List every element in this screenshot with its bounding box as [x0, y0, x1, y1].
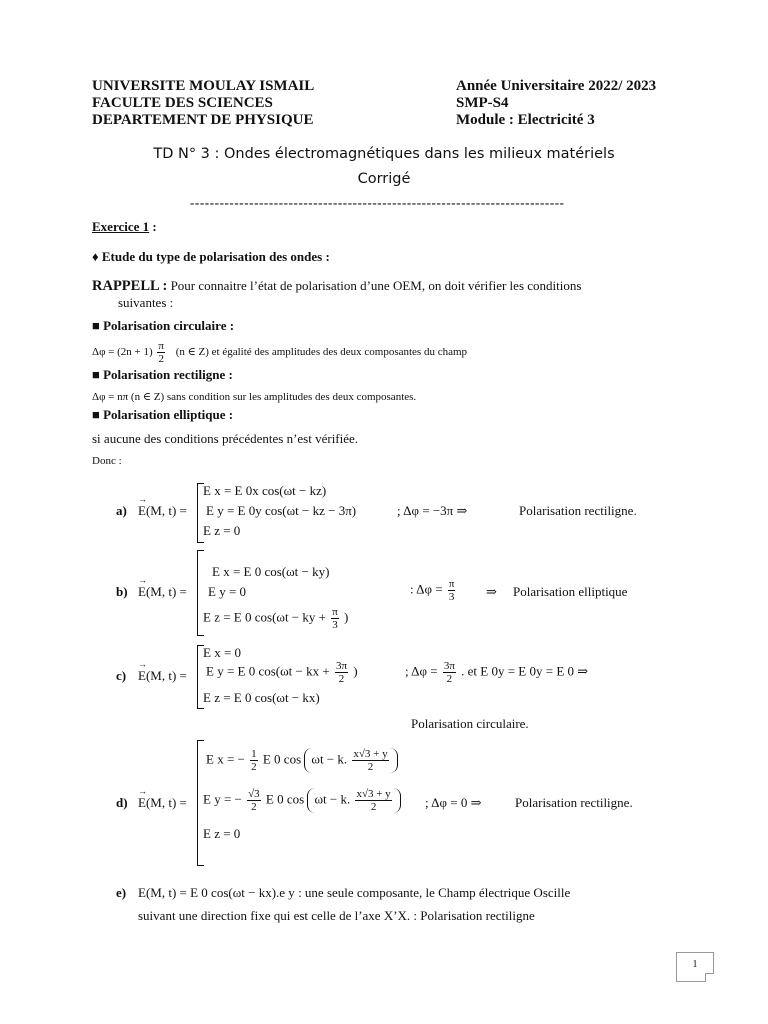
item-a-field: → E(M, t) = — [138, 503, 187, 519]
item-c-dphi-den: 2 — [446, 673, 453, 685]
item-c-lhs — [138, 668, 187, 684]
item-b-arrow: ⇒ — [486, 584, 497, 599]
item-d-ex-frac-num: x√3 + y — [353, 748, 388, 760]
item-d-ey-lhs: E y = − — [203, 791, 242, 807]
item-b-lhs — [138, 584, 187, 600]
section-heading: ♦ Etude du type de polarisation des ondes : — [92, 249, 330, 264]
item-d-ez: E z = 0 — [203, 826, 241, 841]
item-d-ex-frac-den: 2 — [367, 761, 374, 773]
item-c-dphi — [405, 660, 588, 685]
faculty-name: FACULTE DES SCIENCES — [92, 95, 273, 111]
item-d-ex — [206, 748, 398, 773]
item-e-line1 — [138, 885, 570, 901]
elliptic-title: ■ Polarisation elliptique : — [92, 407, 234, 422]
item-d-ex-num: 1 — [251, 748, 257, 760]
circular-fraction-num: π — [158, 340, 164, 352]
item-c-ey-den: 2 — [338, 673, 345, 685]
rappel-text: Pour connaitre l’état de polarisation d’une OEM, on doit vérifier les conditions — [167, 278, 582, 293]
item-d-ex-lhs: E x = − — [206, 751, 245, 767]
item-e-text2: suivant une direction fixe qui est celle de l’axe X’X. : Polarisation rectiligne — [138, 908, 535, 923]
item-b-ez-close: ) — [344, 609, 349, 625]
item-c-result: Polarisation circulaire. — [411, 716, 529, 731]
item-e-formula: E(M, t) = E 0 cos(ωt − kx).e y — [138, 885, 295, 900]
item-c-amplitude-condition: . et E 0y = E 0y = E 0 ⇒ — [461, 663, 589, 679]
circular-formula — [92, 340, 467, 365]
item-b-field: → E(M, t) = — [138, 584, 187, 600]
item-b-ez — [203, 606, 348, 631]
title-separator: ---------------------------------------------------------------------------- — [190, 195, 565, 210]
academic-year: Année Universitaire 2022/ 2023 — [456, 78, 657, 94]
item-d-ey-frac-num: x√3 + y — [356, 788, 391, 800]
item-b-ey: E y = 0 — [208, 584, 247, 599]
item-c-ex: E x = 0 — [203, 645, 242, 660]
item-d-ex-paren — [304, 748, 397, 773]
item-a-result: Polarisation rectiligne. — [519, 503, 637, 518]
item-d-ey — [203, 788, 401, 813]
circular-formula-lhs: Δφ = (2n + 1) — [92, 346, 153, 359]
item-a-ex: E x = E 0x cos(ωt − kz) — [203, 483, 327, 498]
item-c-ey — [206, 660, 358, 685]
circular-title: ■ Polarisation circulaire : — [92, 318, 235, 333]
item-d-lhs — [138, 795, 187, 811]
page-number: 1 — [692, 959, 698, 970]
page-fold-icon — [705, 973, 714, 982]
item-d-ex-cos: E 0 cos — [262, 751, 302, 767]
item-d-result: Polarisation rectiligne. — [515, 795, 633, 810]
item-b-dphi-den: 3 — [448, 591, 455, 603]
item-b-dphi-num: π — [448, 578, 455, 590]
item-a-ey: E y = E 0y cos(ωt − kz − 3π) — [206, 503, 357, 518]
item-d-field: → E(M, t) = — [138, 795, 187, 811]
semester: SMP-S4 — [456, 95, 509, 111]
rectilinear-formula: Δφ = nπ (n ∈ Z) sans condition sur les amplitudes des deux composantes. — [92, 391, 417, 403]
elliptic-text: si aucune des conditions précédentes n’est vérifiée. — [92, 431, 359, 446]
rectilinear-title: ■ Polarisation rectiligne : — [92, 367, 233, 382]
department-name: DEPARTEMENT DE PHYSIQUE — [92, 112, 314, 128]
item-e-text1: : une seule composante, le Champ électrique Oscille — [294, 885, 571, 900]
item-d-dphi: ; Δφ = 0 ⇒ — [425, 795, 482, 810]
item-a-lhs — [138, 503, 187, 519]
item-e-label: e) — [116, 885, 127, 900]
item-d-ex-den: 2 — [251, 761, 257, 773]
item-c-ey-lhs: E y = E 0 cos(ωt − kx + — [206, 663, 330, 679]
page-number-box — [676, 952, 714, 982]
item-d-ey-paren — [307, 788, 400, 813]
item-c-field: → E(M, t) = — [138, 668, 187, 684]
item-a-dphi: ; Δφ = −3π ⇒ — [397, 503, 468, 518]
university-name: UNIVERSITE MOULAY ISMAIL — [92, 78, 315, 94]
item-c-ey-num: 3π — [335, 660, 348, 672]
item-b-ez-den: 3 — [332, 619, 338, 631]
item-c-dphi-num: 3π — [443, 660, 455, 672]
item-b-dphi-lhs: : Δφ = — [410, 581, 443, 597]
item-d-ey-cos: E 0 cos — [265, 791, 305, 807]
item-b-result: Polarisation elliptique — [513, 584, 628, 599]
item-b-dphi — [410, 578, 457, 603]
rappel-line — [92, 278, 581, 295]
rappel-text-continued: suivantes : — [118, 295, 174, 310]
item-d-ex-phase: ωt − k. — [311, 751, 348, 767]
item-c-label: c) — [116, 668, 127, 683]
item-a-ez: E z = 0 — [203, 523, 241, 538]
circular-formula-condition: (n ∈ Z) et égalité des amplitudes des deux composantes du champ — [175, 346, 468, 359]
item-b-ez-num: π — [332, 606, 338, 618]
item-b-label: b) — [116, 584, 128, 599]
document-title: TD N° 3 : Ondes électromagnétiques dans les milieux matériels — [153, 146, 615, 162]
exercise-heading — [92, 219, 157, 235]
exercise-label: Exercice 1 — [92, 219, 150, 234]
item-d-label: d) — [116, 795, 128, 810]
item-b-ex: E x = E 0 cos(ωt − ky) — [212, 564, 330, 579]
donc-label: Donc : — [92, 455, 122, 467]
circular-fraction-den: 2 — [158, 353, 164, 365]
item-d-ey-den: 2 — [251, 801, 257, 813]
item-c-ez: E z = E 0 cos(ωt − kx) — [203, 690, 320, 705]
module-name: Module : Electricité 3 — [456, 112, 595, 128]
item-c-ey-close: ) — [353, 663, 358, 679]
item-d-ey-phase: ωt − k. — [314, 791, 351, 807]
item-d-ey-frac-den: 2 — [370, 801, 377, 813]
item-d-ey-num: √3 — [248, 788, 260, 800]
rappel-label: RAPPELL : — [92, 278, 168, 294]
item-a-label: a) — [116, 503, 127, 518]
item-c-dphi-lhs: ; Δφ = — [405, 663, 438, 679]
item-b-ez-lhs: E z = E 0 cos(ωt − ky + — [203, 609, 326, 625]
exercise-colon: : — [149, 219, 157, 234]
document-subtitle: Corrigé — [357, 171, 411, 187]
